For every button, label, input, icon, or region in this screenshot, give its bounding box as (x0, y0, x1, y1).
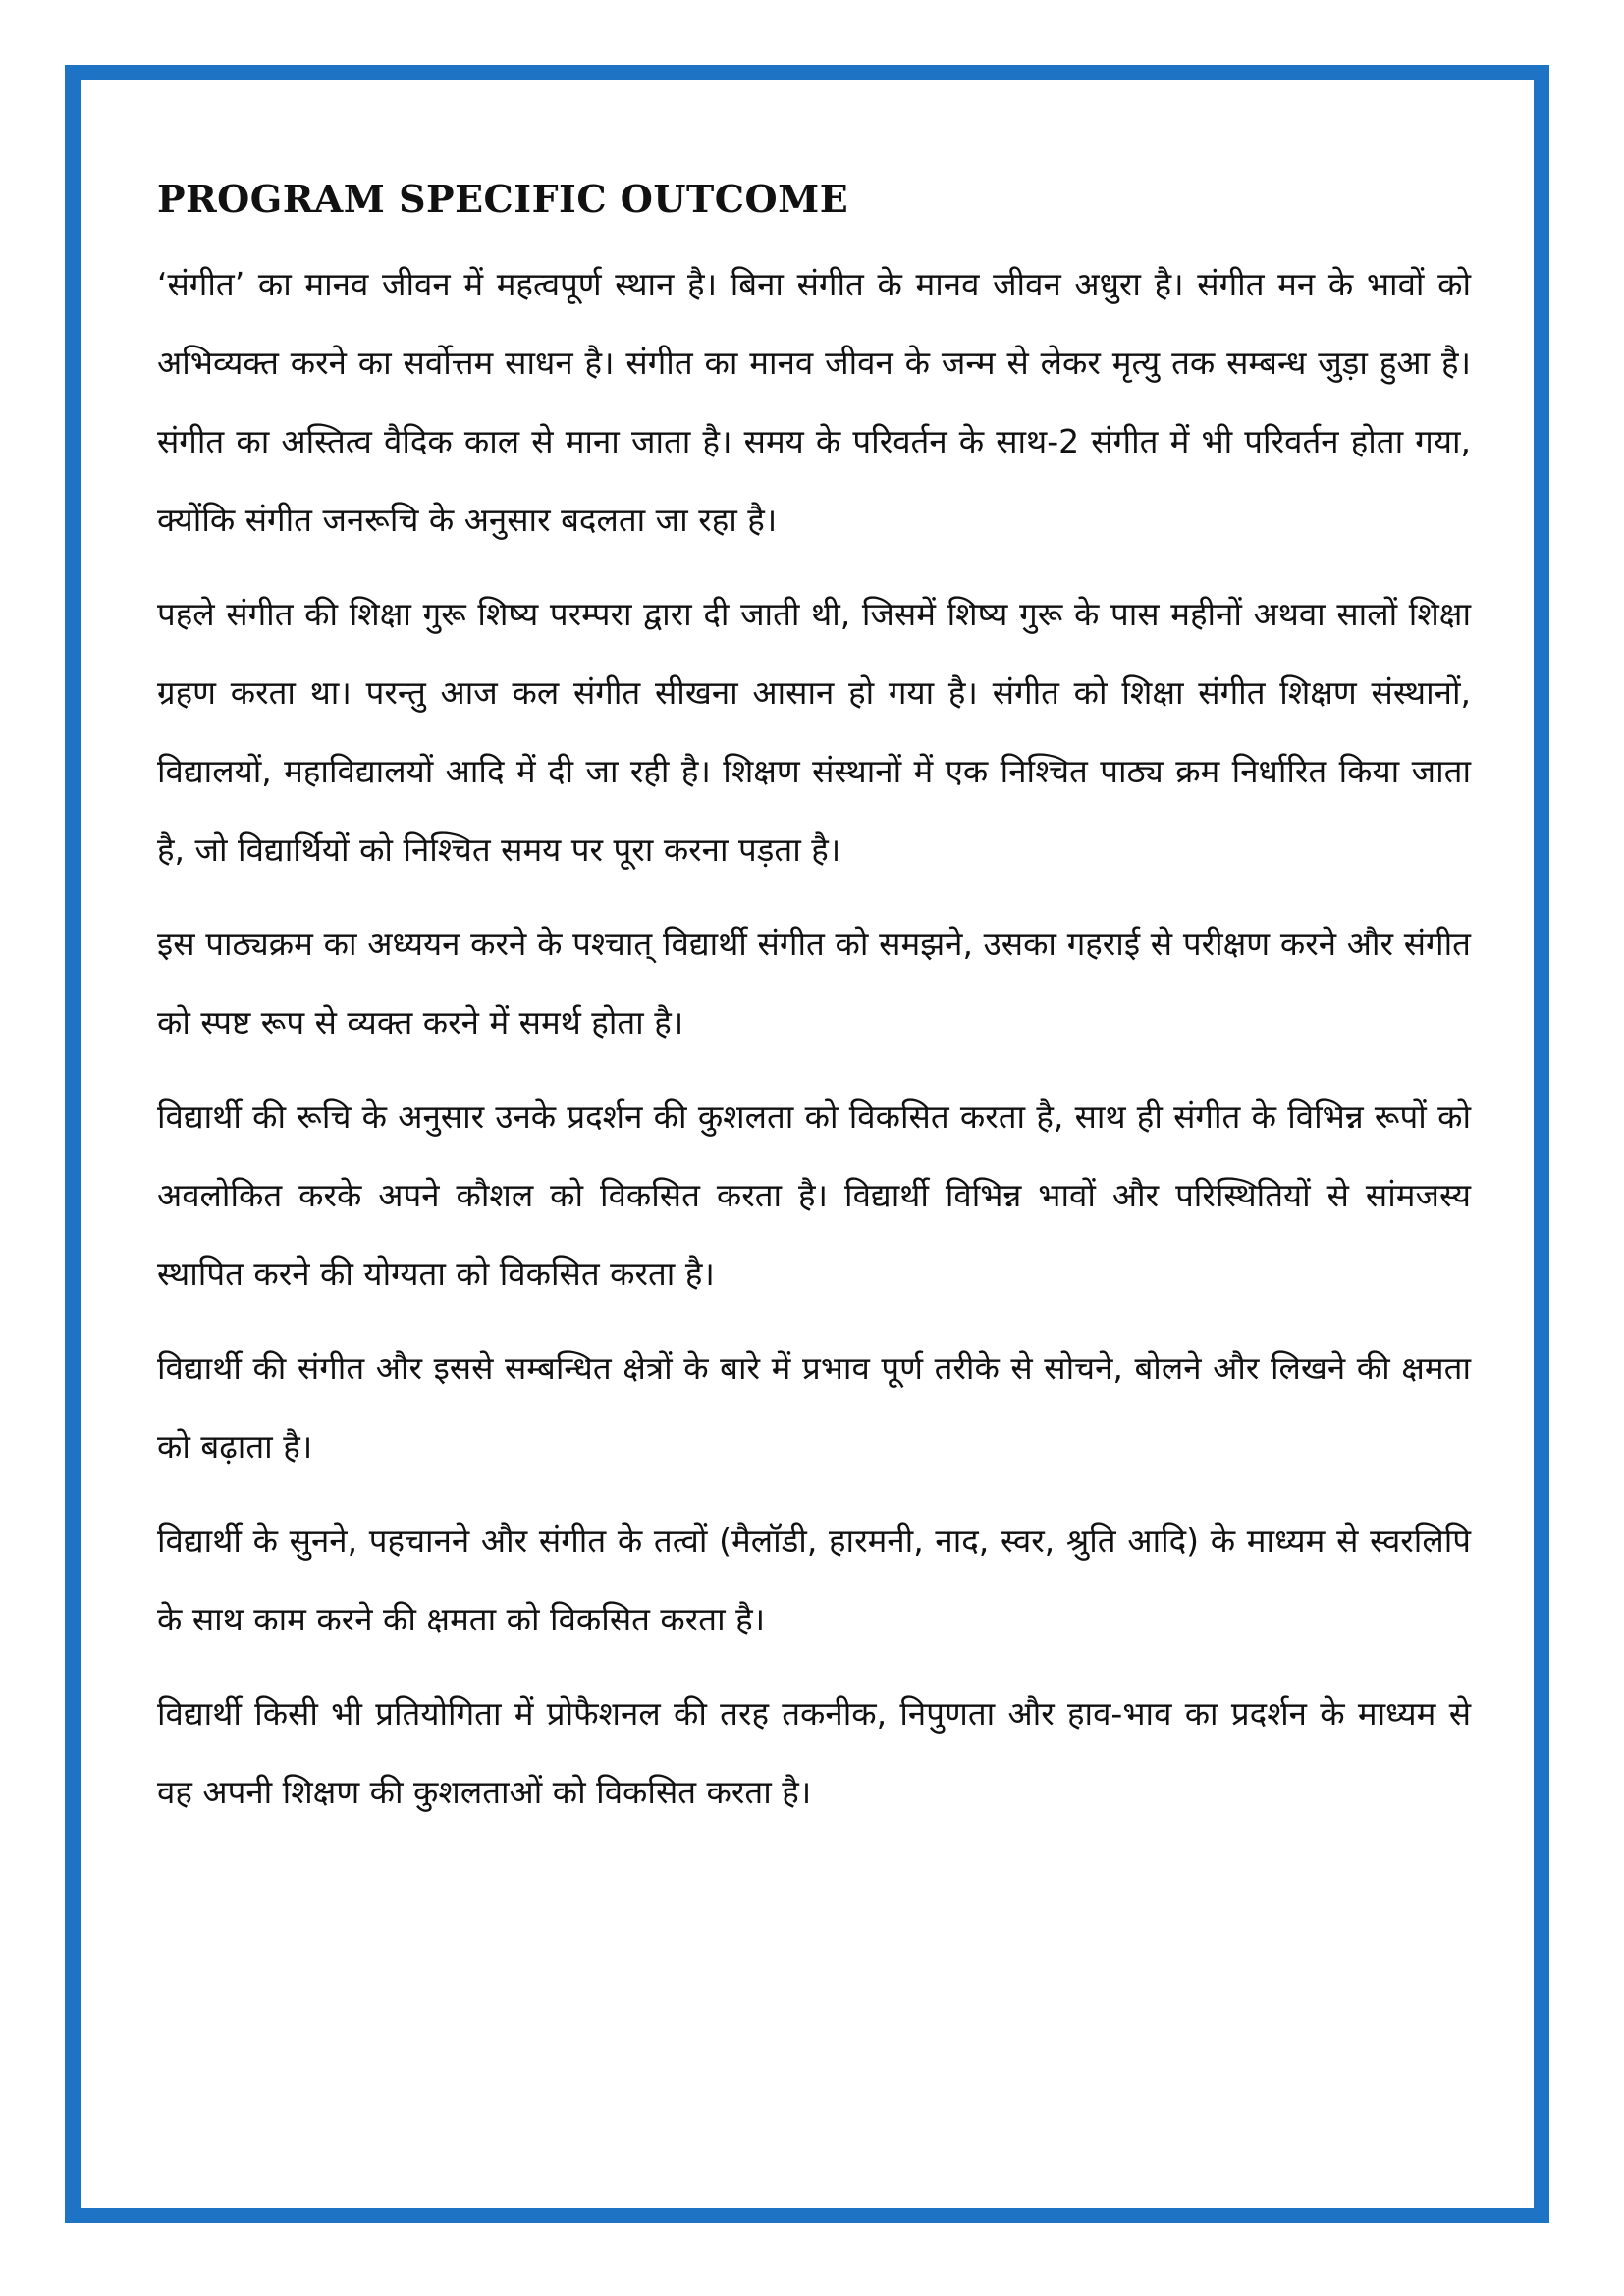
paragraph-communication: विद्यार्थी की संगीत और इससे सम्बन्धित क्षेत्रों के बारे में प्रभाव पूर्ण तरीके से सोचने, बोलने और लिखने की क्षमता को बढ़ाता है। (157, 1349, 1471, 1466)
paragraph-listening: विद्यार्थी के सुनने, पहचानने और संगीत के तत्वों (मैलॉडी, हारमनी, नाद, स्वर, श्रुति आदि) के माध्यम से स्वरलिपि के साथ काम करने की क्षमता को विकसित करता है। (157, 1522, 1471, 1638)
page-title: PROGRAM SPECIFIC OUTCOME (157, 177, 849, 221)
paragraph-skills: विद्यार्थी की रूचि के अनुसार उनके प्रदर्शन की कुशलता को विकसित करता है, साथ ही संगीत के विभिन्न रूपों को अवलोकित करके अपने कौशल को विकसित करता है। विद्यार्थी विभिन्न भावों और परिस्थितियों से सांमजस्य स्थापित करने की योग्यता को विकसित करता है। (157, 1097, 1471, 1293)
paragraph-intro: ‘संगीत’ का मानव जीवन में महत्वपूर्ण स्थान है। बिना संगीत के मानव जीवन अधुरा है। संगीत मन के भावों को अभिव्यक्त करने का सर्वोत्तम साधन है। संगीत का मानव जीवन के जन्म से लेकर मृत्यु तक सम्बन्ध जुड़ा हुआ है। संगीत का अस्तित्व वैदिक काल से माना जाता है। समय के परिवर्तन के साथ-2 संगीत में भी परिवर्तन होता गया, क्योंकि संगीत जनरूचि के अनुसार बदलता जा रहा है। (157, 265, 1471, 539)
paragraph-competition: विद्यार्थी किसी भी प्रतियोगिता में प्रोफैशनल की तरह तकनीक, निपुणता और हाव-भाव का प्रदर्शन के माध्यम से वह अपनी शिक्षण की कुशलताओं को विकसित करता है। (157, 1694, 1471, 1811)
paragraph-curriculum: इस पाठ्यक्रम का अध्ययन करने के पश्चात् विद्यार्थी संगीत को समझने, उसका गहराई से परीक्षण करने और संगीत को स्पष्ट रूप से व्यक्त करने में समर्थ होता है। (157, 925, 1471, 1041)
paragraph-education: पहले संगीत की शिक्षा गुरू शिष्य परम्परा द्वारा दी जाती थी, जिसमें शिष्य गुरू के पास महीनों अथवा सालों शिक्षा ग्रहण करता था। परन्तु आज कल संगीत सीखना आसान हो गया है। संगीत को शिक्षा संगीत शिक्षण संस्थानों, विद्यालयों, महाविद्यालयों आदि में दी जा रही है। शिक्षण संस्थानों में एक निश्चित पाठ्य क्रम निर्धारित किया जाता है, जो विद्यार्थियों को निश्चित समय पर पूरा करना पड़ता है। (157, 595, 1471, 869)
document-body (157, 175, 1471, 1847)
